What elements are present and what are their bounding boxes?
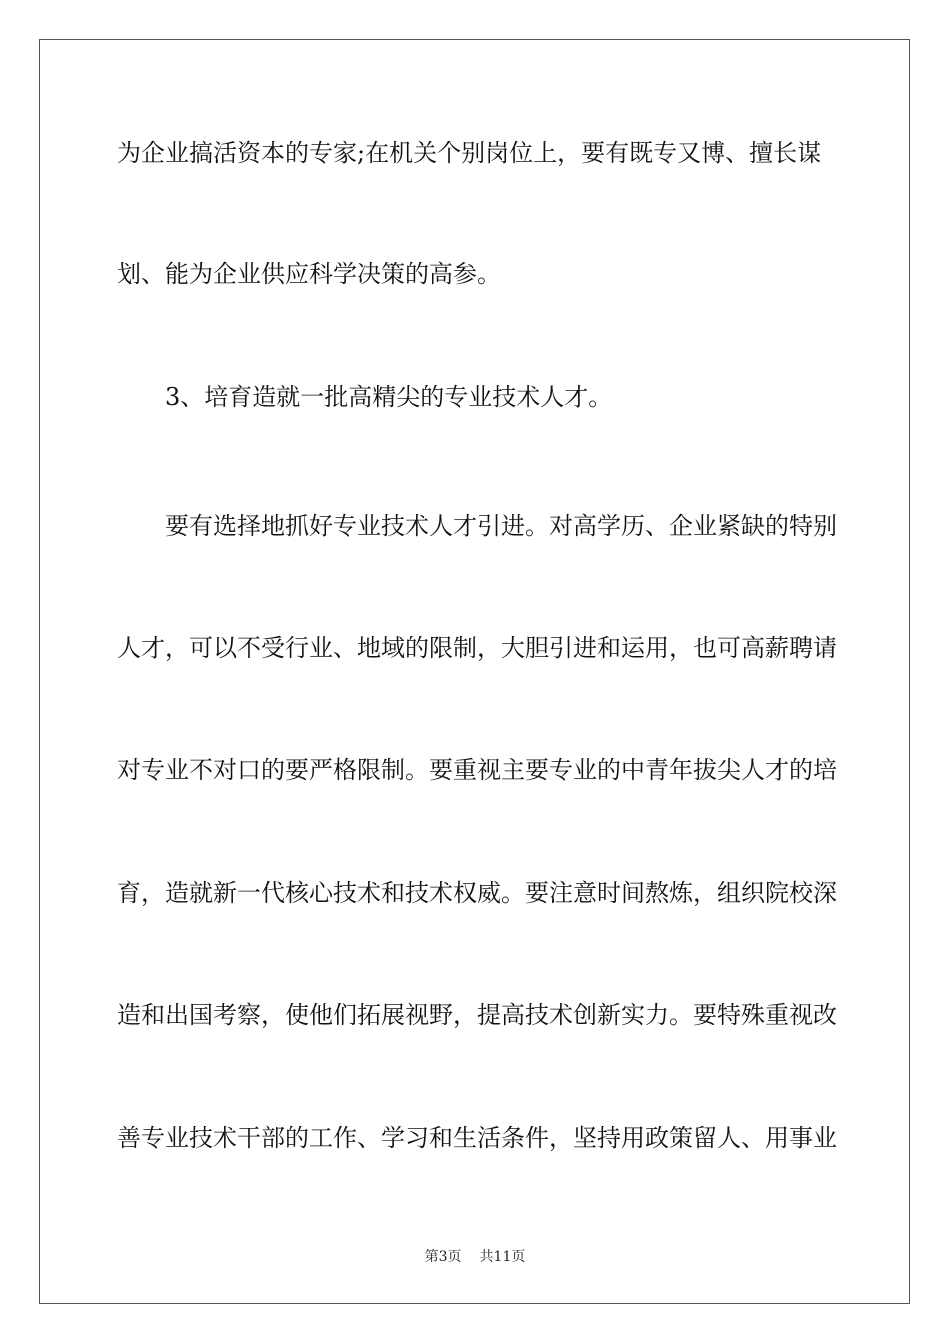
body-line-2: 划、能为企业供应科学决策的高参。 — [117, 260, 501, 288]
body-line-6: 对专业不对口的要严格限制。要重视主要专业的中青年拔尖人才的培 — [117, 756, 837, 784]
body-line-4: 要有选择地抓好专业技术人才引进。对高学历、企业紧缺的特别 — [165, 512, 837, 540]
body-line-8: 造和出国考察，使他们拓展视野，提高技术创新实力。要特殊重视改 — [117, 1001, 837, 1029]
body-line-1: 为企业搞活资本的专家;在机关个别岗位上，要有既专又博、擅长谋 — [117, 139, 822, 167]
body-line-9: 善专业技术干部的工作、学习和生活条件，坚持用政策留人、用事业 — [117, 1124, 837, 1152]
section-heading-3: 3、培育造就一批高精尖的专业技术人才。 — [165, 383, 613, 411]
page-number: 第3页 — [424, 1249, 462, 1265]
page-border — [39, 39, 910, 1304]
page-footer — [0, 1248, 950, 1266]
page-total: 共11页 — [479, 1249, 526, 1265]
body-line-5: 人才，可以不受行业、地域的限制，大胆引进和运用，也可高薪聘请 — [117, 634, 837, 662]
body-line-7: 育，造就新一代核心技术和技术权威。要注意时间熬炼，组织院校深 — [117, 879, 837, 907]
